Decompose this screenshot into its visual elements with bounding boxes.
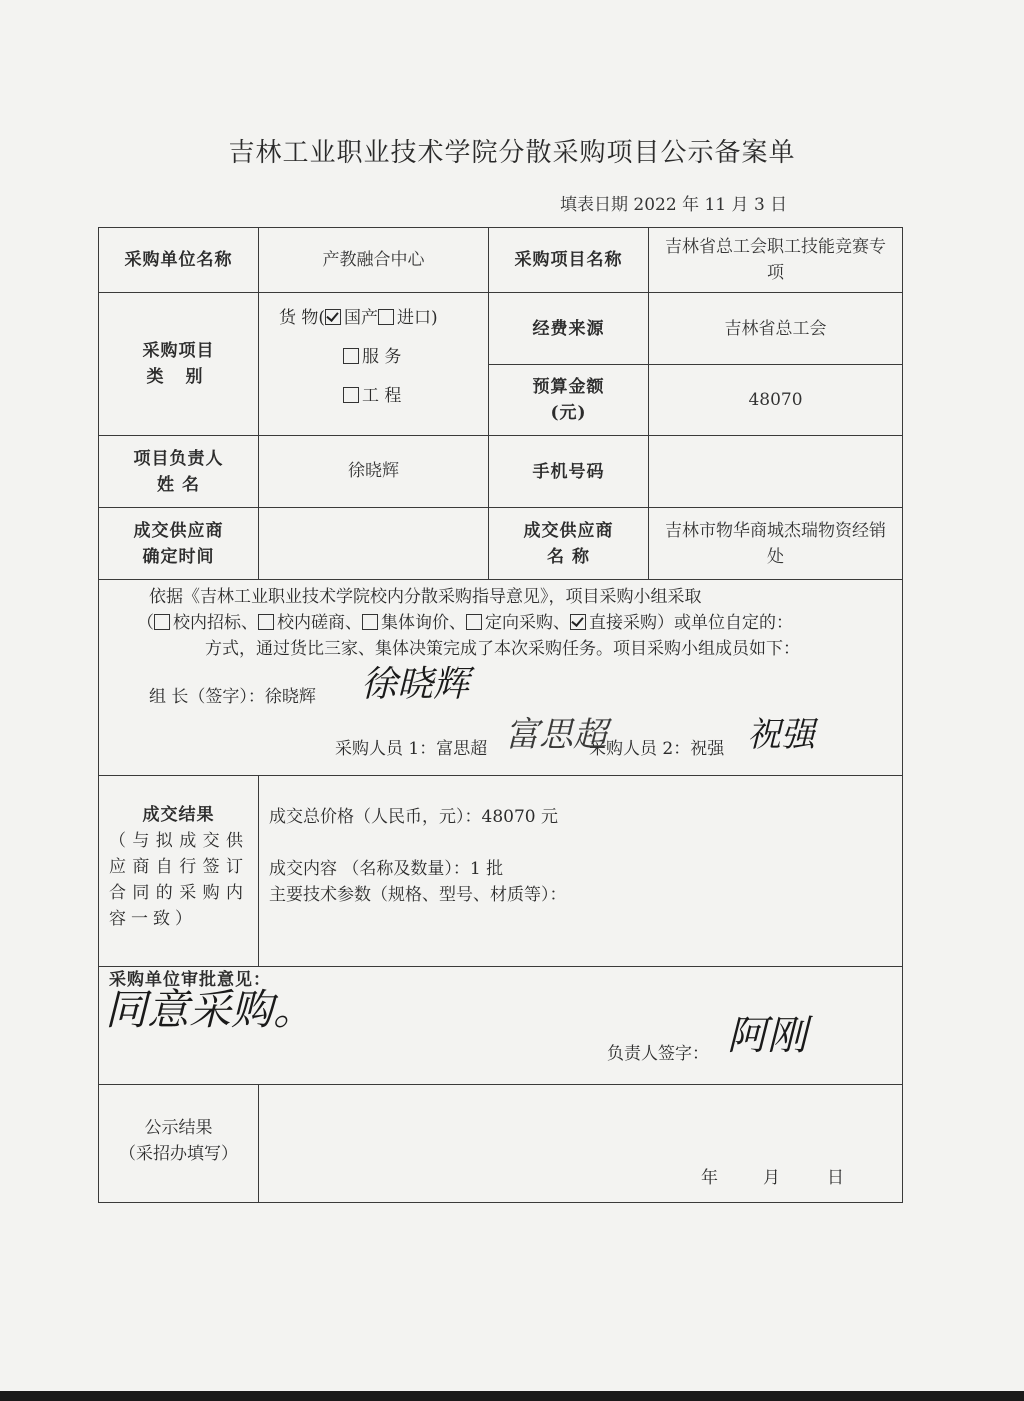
buyer2-line: 采购人员 2：祝强 <box>589 739 725 759</box>
document-title: 吉林工业职业技术学院分散采购项目公示备案单 <box>228 138 796 168</box>
result-label-note: （与拟成交供应商自行签订合同的采购内容一致） <box>109 831 248 929</box>
approval-label: 采购单位审批意见： <box>109 970 271 990</box>
basis-line2 <box>137 610 793 636</box>
procurement-basis <box>99 580 903 776</box>
tech-params: 主要技术参数（规格、型号、材质等）： <box>269 885 567 905</box>
category-label-line1: 采购项目 <box>142 341 215 361</box>
budget-label <box>489 365 649 436</box>
purchaser-value: 产教融合中心 <box>259 228 489 293</box>
campus-tender-checkbox[interactable] <box>154 614 170 630</box>
date-day: 3 <box>753 195 765 215</box>
group-leader-line: 组 长（签字）：徐晓辉 <box>149 687 316 707</box>
supplier-time-line2: 确定时间 <box>142 546 215 567</box>
leader-signature: 徐晓辉 <box>361 664 470 705</box>
service-label: 服 务 <box>362 347 402 367</box>
date-month-unit: 月 <box>731 195 749 215</box>
import-checkbox[interactable] <box>378 309 394 325</box>
date-day-unit: 日 <box>770 195 788 215</box>
basis-line1: 依据《吉林工业职业技术学院校内分散采购指导意见》，项目采购小组采取 <box>149 587 702 607</box>
directed-purchase-checkbox[interactable] <box>466 614 482 630</box>
notice-label-line1: 公示结果 <box>144 1118 213 1138</box>
engineering-option[interactable] <box>259 377 488 416</box>
supplier-time-line1: 成交供应商 <box>133 520 224 541</box>
leader-label-line2: 姓 名 <box>157 474 200 495</box>
notice-label-line2: （采招办填写） <box>119 1144 238 1164</box>
category-label-line2: 类 别 <box>146 367 211 387</box>
group-inquiry-checkbox[interactable] <box>362 614 378 630</box>
supplier-time-label <box>99 508 259 580</box>
result-label <box>99 776 259 967</box>
budget-label-line2: (元) <box>550 403 587 423</box>
leader-label-line1: 项目负责人 <box>133 448 224 469</box>
service-option[interactable] <box>259 338 488 377</box>
group-inquiry-label: 集体询价、 <box>381 613 466 633</box>
scan-edge <box>0 1391 1024 1401</box>
basis-line3: 方式，通过货比三家、集体决策完成了本次采购任务。项目采购小组成员如下： <box>205 639 800 659</box>
engineering-label: 工 程 <box>362 386 402 406</box>
phone-value <box>649 436 903 508</box>
funding-label: 经费来源 <box>489 293 649 365</box>
result-label-main: 成交结果 <box>142 805 215 825</box>
project-name-value: 吉林省总工会职工技能竞赛专项 <box>649 228 903 293</box>
approval-section <box>99 967 903 1085</box>
funding-value: 吉林省总工会 <box>649 293 903 365</box>
supplier-time-value <box>259 508 489 580</box>
notice-year: 年 <box>701 1168 718 1188</box>
supplier-name-value: 吉林市物华商城杰瑞物资经销处 <box>649 508 903 580</box>
campus-negotiation-checkbox[interactable] <box>258 614 274 630</box>
budget-label-line1: 预算金额 <box>532 377 605 397</box>
supplier-name-line1: 成交供应商 <box>523 520 614 541</box>
goods-option[interactable] <box>259 299 488 338</box>
date-label: 填表日期 <box>560 195 628 215</box>
direct-purchase-checkbox[interactable] <box>570 614 586 630</box>
result-content <box>259 776 903 967</box>
date-year: 2022 <box>633 195 677 215</box>
basis-paren: （ <box>137 613 154 633</box>
leader-label <box>99 436 259 508</box>
category-options <box>259 293 489 436</box>
purchaser-label: 采购单位名称 <box>99 228 259 293</box>
date-month: 11 <box>704 195 727 215</box>
engineering-checkbox[interactable] <box>343 387 359 403</box>
leader-value: 徐晓辉 <box>259 436 489 508</box>
category-label <box>99 293 259 436</box>
buyer2-signature: 祝强 <box>747 715 815 755</box>
supplier-name-label <box>489 508 649 580</box>
phone-label: 手机号码 <box>489 436 649 508</box>
campus-negotiation-label: 校内磋商、 <box>277 613 362 633</box>
notice-day: 日 <box>827 1168 844 1188</box>
signer-signature: 阿刚 <box>727 1013 807 1059</box>
deal-content: 成交内容 （名称及数量）：1 批 <box>269 859 504 879</box>
notice-content <box>259 1085 903 1203</box>
buyer1-signature: 富思超 <box>505 715 607 755</box>
record-form <box>98 227 903 1203</box>
notice-label <box>99 1085 259 1203</box>
directed-purchase-label: 定向采购、 <box>485 613 570 633</box>
fill-date <box>560 190 860 215</box>
budget-value: 48070 <box>649 365 903 436</box>
domestic-label: 国产 <box>344 308 379 328</box>
approval-handwriting: 同意采购。 <box>105 985 316 1034</box>
notice-month: 月 <box>763 1168 780 1188</box>
campus-tender-label: 校内招标、 <box>173 613 258 633</box>
date-year-unit: 年 <box>682 195 700 215</box>
total-price: 成交总价格（人民币，元）：48070 元 <box>269 807 558 827</box>
supplier-name-line2: 名 称 <box>547 546 590 567</box>
direct-purchase-label: 直接采购）或单位自定的： <box>589 613 793 633</box>
service-checkbox[interactable] <box>343 348 359 364</box>
goods-label: 货 物( <box>279 308 326 328</box>
project-name-label: 采购项目名称 <box>489 228 649 293</box>
buyer1-line: 采购人员 1：富思超 <box>335 739 488 759</box>
domestic-checkbox[interactable] <box>325 309 341 325</box>
import-label: 进口) <box>397 308 438 328</box>
signer-label: 负责人签字： <box>607 1044 709 1064</box>
